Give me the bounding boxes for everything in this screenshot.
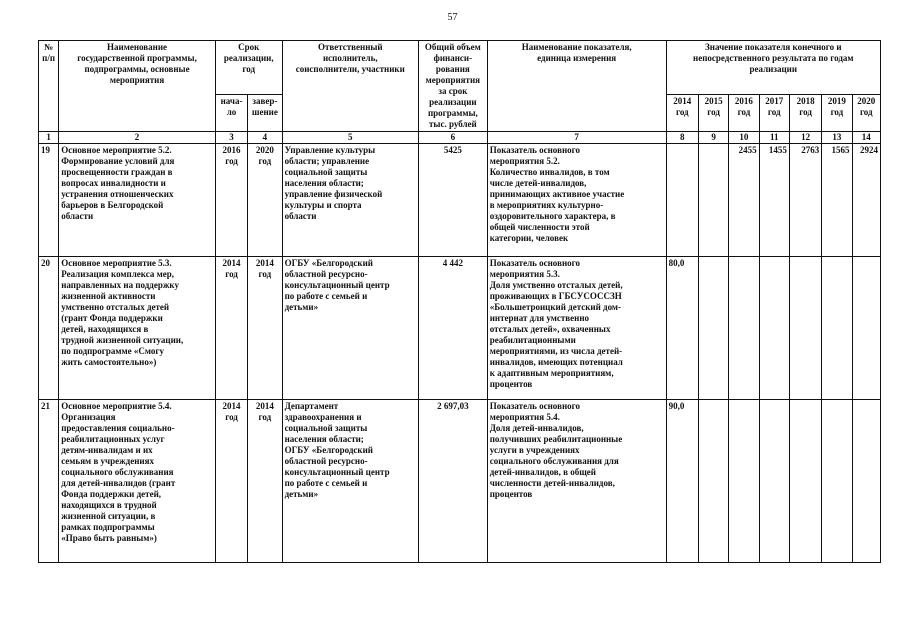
row-value-2014: 90,0 xyxy=(666,400,698,563)
row-measure-name: Основное мероприятие 5.4. Организация предоставления социально- реабилитационных услуг детям-инвалидам и их семьям в учреждениях социального обслуживания для детей-инвалидов (грант Фонда поддержки детей, находящихся в трудной жизненной ситуации, в рамках подпрограммы «Право быть равным») xyxy=(59,400,216,563)
row-funding: 4 442 xyxy=(419,257,488,400)
header-year-2019: 2019 год xyxy=(822,94,852,131)
col-number: 8 xyxy=(666,132,698,144)
row-value-2020 xyxy=(852,257,880,400)
col-number: 11 xyxy=(759,132,789,144)
row-value-2017: 1455 xyxy=(759,144,789,257)
program-table xyxy=(38,40,881,563)
header-values-title: Значение показателя конечного и непосредственного результата по годам реализации xyxy=(666,41,880,95)
row-value-2015 xyxy=(698,144,728,257)
row-start-year: 2014 год xyxy=(215,257,247,400)
row-indicator: Показатель основного мероприятия 5.3. Доля умственно отсталых детей, проживающих в ГБСУСОССЗН «Большетроицкий детский дом- интернат для умственно отсталых детей», охваченных реабилитационными мероприятиями, из числа детей- инвалидов, имеющих потенциал к адаптивным мероприятиям, процентов xyxy=(487,257,666,400)
header-responsible: Ответственный исполнитель, соисполнители, участники xyxy=(282,41,418,132)
row-value-2020: 2924 xyxy=(852,144,880,257)
col-number: 6 xyxy=(419,132,488,144)
row-end-year: 2014 год xyxy=(248,400,282,563)
row-value-2019: 1565 xyxy=(822,144,852,257)
row-indicator: Показатель основного мероприятия 5.2. Количество инвалидов, в том числе детей-инвалидов, принимающих активное участие в мероприятиях культурно- оздоровительного характера, в общей численности этой категории, человек xyxy=(487,144,666,257)
col-number: 14 xyxy=(852,132,880,144)
row-funding: 5425 xyxy=(419,144,488,257)
row-value-2014 xyxy=(666,144,698,257)
row-funding: 2 697,03 xyxy=(419,400,488,563)
col-number: 5 xyxy=(282,132,418,144)
col-number: 1 xyxy=(39,132,59,144)
row-value-2015 xyxy=(698,257,728,400)
header-year-2016: 2016 год xyxy=(729,94,759,131)
row-no: 21 xyxy=(39,400,59,563)
header-year-2017: 2017 год xyxy=(759,94,789,131)
row-value-2015 xyxy=(698,400,728,563)
header-indicator: Наименование показателя, единица измерения xyxy=(487,41,666,132)
header-term-start: нача- ло xyxy=(215,94,247,131)
table-row xyxy=(39,257,881,400)
header-funding: Общий объем финанси- рования мероприятия за срок реализации программы, тыс. рублей xyxy=(419,41,488,132)
col-number: 7 xyxy=(487,132,666,144)
header-name: Наименование государственной программы, подпрограммы, основные мероприятия xyxy=(59,41,216,132)
header-year-2015: 2015 год xyxy=(698,94,728,131)
col-number: 13 xyxy=(822,132,852,144)
header-row-1 xyxy=(39,41,881,95)
row-value-2019 xyxy=(822,257,852,400)
row-value-2018 xyxy=(789,257,821,400)
table-row xyxy=(39,144,881,257)
row-responsible: ОГБУ «Белгородский областной ресурсно- консультационный центр по работе с семьей и детьми» xyxy=(282,257,418,400)
row-responsible: Департамент здравоохранения и социальной защиты населения области; ОГБУ «Белгородский областной ресурсно- консультационный центр по работе с семьей и детьми» xyxy=(282,400,418,563)
row-value-2014: 80,0 xyxy=(666,257,698,400)
col-number: 10 xyxy=(729,132,759,144)
col-number: 9 xyxy=(698,132,728,144)
col-number: 4 xyxy=(248,132,282,144)
row-end-year: 2020 год xyxy=(248,144,282,257)
header-term-end: завер- шение xyxy=(248,94,282,131)
row-start-year: 2014 год xyxy=(215,400,247,563)
header-no: № п/п xyxy=(39,41,59,132)
row-start-year: 2016 год xyxy=(215,144,247,257)
row-no: 19 xyxy=(39,144,59,257)
row-value-2018 xyxy=(789,400,821,563)
row-value-2016 xyxy=(729,257,759,400)
row-no: 20 xyxy=(39,257,59,400)
col-number: 12 xyxy=(789,132,821,144)
row-value-2018: 2763 xyxy=(789,144,821,257)
header-year-2014: 2014 год xyxy=(666,94,698,131)
row-value-2016 xyxy=(729,400,759,563)
header-year-2018: 2018 год xyxy=(789,94,821,131)
row-end-year: 2014 год xyxy=(248,257,282,400)
row-measure-name: Основное мероприятие 5.3. Реализация комплекса мер, направленных на поддержку жизненной активности умственно отсталых детей (грант Фонда поддержки детей, находящихся в трудной жизненной ситуации, по подпрограмме «Смогу жить самостоятельно») xyxy=(59,257,216,400)
column-number-row xyxy=(39,132,881,144)
row-indicator: Показатель основного мероприятия 5.4. Доля детей-инвалидов, получивших реабилитационные услуги в учреждениях социального обслуживания для детей-инвалидов, в общей численности детей-инвалидов, процентов xyxy=(487,400,666,563)
row-value-2020 xyxy=(852,400,880,563)
row-responsible: Управление культуры области; управление социальной защиты населения области; управление физической культуры и спорта области xyxy=(282,144,418,257)
table-row xyxy=(39,400,881,563)
row-value-2019 xyxy=(822,400,852,563)
row-value-2017 xyxy=(759,400,789,563)
header-term: Срок реализации, год xyxy=(215,41,282,95)
col-number: 2 xyxy=(59,132,216,144)
col-number: 3 xyxy=(215,132,247,144)
page-number: 57 xyxy=(447,12,458,23)
row-value-2017 xyxy=(759,257,789,400)
row-value-2016: 2455 xyxy=(729,144,759,257)
row-measure-name: Основное мероприятие 5.2. Формирование условий для просвещенности граждан в вопросах инвалидности и устранения отношенческих барьеров в Белгородской области xyxy=(59,144,216,257)
header-year-2020: 2020 год xyxy=(852,94,880,131)
